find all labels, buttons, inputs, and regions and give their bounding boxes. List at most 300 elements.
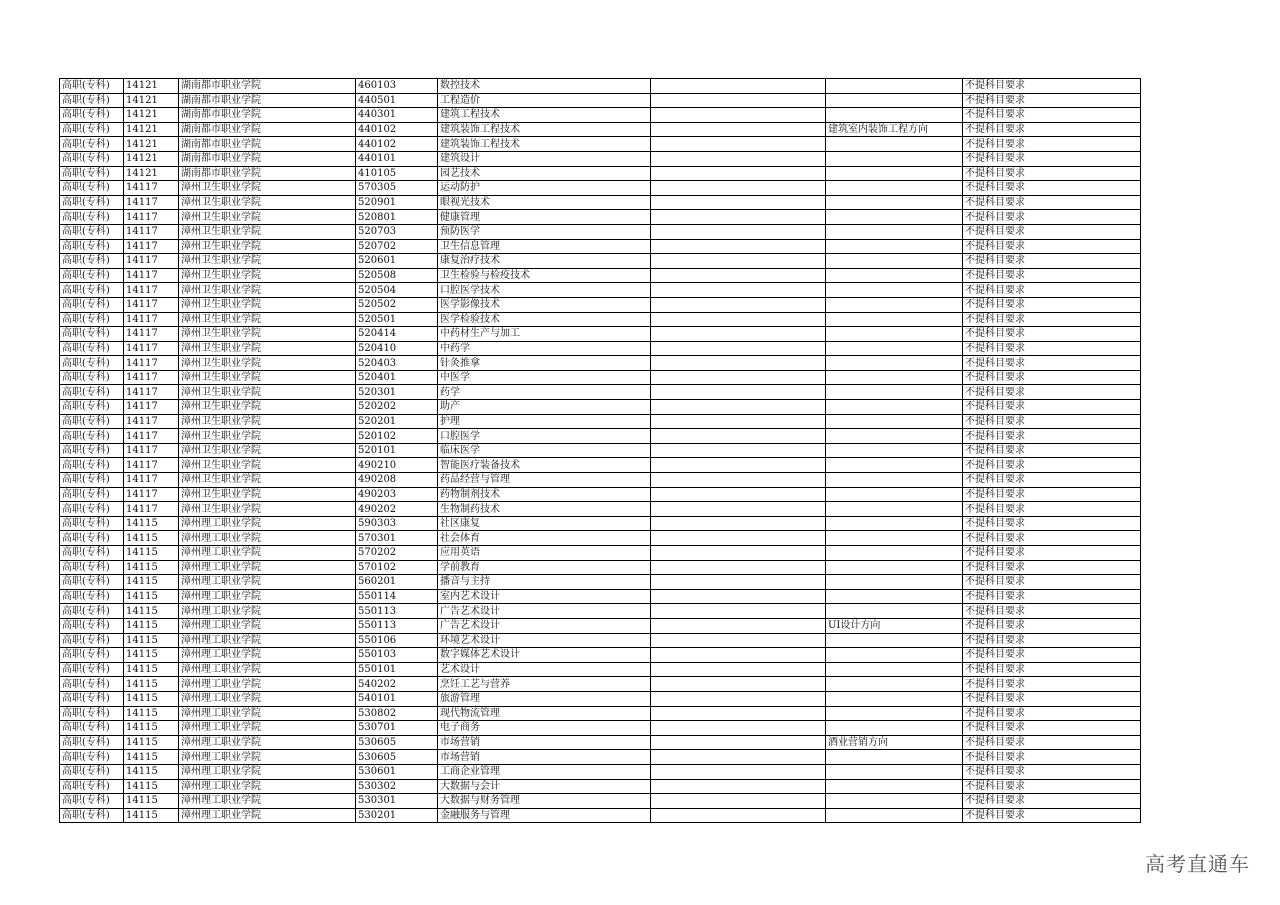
- cell-school-name: 漳州理工职业学院: [179, 794, 356, 809]
- table-row: [60, 560, 1141, 575]
- table-row: [60, 254, 1141, 269]
- cell-subject-requirement: 不提科目要求: [963, 502, 1141, 517]
- cell-subject-requirement: 不提科目要求: [963, 560, 1141, 575]
- cell-subject-requirement: 不提科目要求: [963, 808, 1141, 823]
- cell-school-name: 漳州理工职业学院: [179, 633, 356, 648]
- cell-major-code: 440301: [356, 108, 438, 123]
- cell-major-code: 550101: [356, 662, 438, 677]
- cell-major-name: 工商企业管理: [438, 764, 651, 779]
- table-row: [60, 429, 1141, 444]
- cell-major-name: 中医学: [438, 370, 651, 385]
- cell-school-name: 湖南都市职业学院: [179, 137, 356, 152]
- cell-direction: [826, 648, 963, 663]
- cell-major-code: 520901: [356, 195, 438, 210]
- cell-major-name: 应用英语: [438, 546, 651, 561]
- cell-level: 高职(专科): [60, 122, 124, 137]
- cell-major-code: 460103: [356, 79, 438, 94]
- cell-direction: [826, 589, 963, 604]
- cell-note: [651, 604, 826, 619]
- cell-note: [651, 151, 826, 166]
- cell-school-name: 漳州卫生职业学院: [179, 385, 356, 400]
- cell-subject-requirement: 不提科目要求: [963, 794, 1141, 809]
- cell-level: 高职(专科): [60, 458, 124, 473]
- table-row: [60, 166, 1141, 181]
- cell-major-code: 550103: [356, 648, 438, 663]
- cell-direction: [826, 137, 963, 152]
- cell-direction: [826, 706, 963, 721]
- table-row: [60, 341, 1141, 356]
- cell-note: [651, 181, 826, 196]
- cell-school-code: 14117: [124, 181, 179, 196]
- table-row: [60, 108, 1141, 123]
- cell-major-code: 560201: [356, 575, 438, 590]
- cell-direction: [826, 166, 963, 181]
- cell-level: 高职(专科): [60, 181, 124, 196]
- cell-subject-requirement: 不提科目要求: [963, 210, 1141, 225]
- cell-school-name: 漳州卫生职业学院: [179, 443, 356, 458]
- cell-direction: [826, 210, 963, 225]
- cell-major-code: 530301: [356, 794, 438, 809]
- cell-note: [651, 108, 826, 123]
- cell-direction: UI设计方向: [826, 618, 963, 633]
- cell-subject-requirement: 不提科目要求: [963, 677, 1141, 692]
- cell-major-code: 530605: [356, 735, 438, 750]
- cell-school-code: 14115: [124, 560, 179, 575]
- cell-direction: [826, 268, 963, 283]
- cell-level: 高职(专科): [60, 706, 124, 721]
- cell-note: [651, 735, 826, 750]
- cell-major-code: 440101: [356, 151, 438, 166]
- cell-note: [651, 560, 826, 575]
- cell-level: 高职(专科): [60, 487, 124, 502]
- cell-subject-requirement: 不提科目要求: [963, 546, 1141, 561]
- cell-direction: [826, 429, 963, 444]
- cell-major-name: 电子商务: [438, 721, 651, 736]
- cell-major-name: 智能医疗装备技术: [438, 458, 651, 473]
- cell-level: 高职(专科): [60, 312, 124, 327]
- cell-major-name: 卫生检验与检疫技术: [438, 268, 651, 283]
- cell-note: [651, 93, 826, 108]
- cell-level: 高职(专科): [60, 400, 124, 415]
- cell-note: [651, 122, 826, 137]
- cell-school-code: 14115: [124, 516, 179, 531]
- cell-school-name: 漳州理工职业学院: [179, 618, 356, 633]
- cell-school-code: 14115: [124, 735, 179, 750]
- cell-note: [651, 721, 826, 736]
- cell-major-code: 520101: [356, 443, 438, 458]
- cell-school-code: 14115: [124, 618, 179, 633]
- cell-major-name: 数字媒体艺术设计: [438, 648, 651, 663]
- cell-major-name: 建筑装饰工程技术: [438, 122, 651, 137]
- cell-level: 高职(专科): [60, 618, 124, 633]
- cell-school-name: 漳州理工职业学院: [179, 546, 356, 561]
- cell-school-name: 漳州理工职业学院: [179, 604, 356, 619]
- cell-note: [651, 808, 826, 823]
- cell-direction: [826, 385, 963, 400]
- cell-direction: [826, 283, 963, 298]
- cell-direction: [826, 108, 963, 123]
- cell-direction: [826, 458, 963, 473]
- table-row: [60, 151, 1141, 166]
- cell-direction: [826, 487, 963, 502]
- cell-level: 高职(专科): [60, 750, 124, 765]
- cell-school-code: 14115: [124, 779, 179, 794]
- cell-level: 高职(专科): [60, 166, 124, 181]
- cell-level: 高职(专科): [60, 575, 124, 590]
- cell-major-code: 520102: [356, 429, 438, 444]
- cell-direction: [826, 531, 963, 546]
- cell-note: [651, 618, 826, 633]
- cell-school-code: 14117: [124, 429, 179, 444]
- cell-level: 高职(专科): [60, 385, 124, 400]
- cell-major-name: 康复治疗技术: [438, 254, 651, 269]
- cell-subject-requirement: 不提科目要求: [963, 312, 1141, 327]
- cell-note: [651, 706, 826, 721]
- cell-major-name: 现代物流管理: [438, 706, 651, 721]
- cell-major-name: 市场营销: [438, 750, 651, 765]
- cell-major-code: 530701: [356, 721, 438, 736]
- cell-major-code: 540101: [356, 691, 438, 706]
- cell-note: [651, 575, 826, 590]
- cell-note: [651, 224, 826, 239]
- cell-school-code: 14121: [124, 93, 179, 108]
- cell-school-name: 漳州理工职业学院: [179, 721, 356, 736]
- cell-direction: [826, 779, 963, 794]
- cell-level: 高职(专科): [60, 721, 124, 736]
- cell-major-name: 药品经营与管理: [438, 473, 651, 488]
- cell-major-code: 590303: [356, 516, 438, 531]
- cell-direction: [826, 662, 963, 677]
- cell-school-name: 漳州卫生职业学院: [179, 239, 356, 254]
- table-row: [60, 589, 1141, 604]
- cell-subject-requirement: 不提科目要求: [963, 239, 1141, 254]
- cell-major-code: 530605: [356, 750, 438, 765]
- cell-school-name: 漳州理工职业学院: [179, 662, 356, 677]
- cell-note: [651, 254, 826, 269]
- cell-major-name: 护理: [438, 414, 651, 429]
- cell-direction: [826, 254, 963, 269]
- cell-school-name: 湖南都市职业学院: [179, 108, 356, 123]
- cell-major-name: 建筑设计: [438, 151, 651, 166]
- cell-direction: [826, 808, 963, 823]
- cell-major-code: 490202: [356, 502, 438, 517]
- cell-major-code: 550113: [356, 618, 438, 633]
- table-row: [60, 648, 1141, 663]
- cell-school-name: 湖南都市职业学院: [179, 151, 356, 166]
- cell-major-code: 520601: [356, 254, 438, 269]
- table-row: [60, 137, 1141, 152]
- table-row: [60, 79, 1141, 94]
- cell-note: [651, 414, 826, 429]
- cell-school-code: 14115: [124, 677, 179, 692]
- cell-major-name: 社会体育: [438, 531, 651, 546]
- table-row: [60, 297, 1141, 312]
- cell-school-name: 漳州卫生职业学院: [179, 400, 356, 415]
- cell-major-code: 410105: [356, 166, 438, 181]
- cell-major-name: 社区康复: [438, 516, 651, 531]
- cell-school-code: 14115: [124, 764, 179, 779]
- cell-subject-requirement: 不提科目要求: [963, 79, 1141, 94]
- table-row: [60, 400, 1141, 415]
- cell-note: [651, 750, 826, 765]
- cell-major-name: 数控技术: [438, 79, 651, 94]
- cell-major-code: 570102: [356, 560, 438, 575]
- cell-note: [651, 268, 826, 283]
- cell-subject-requirement: 不提科目要求: [963, 779, 1141, 794]
- cell-major-code: 520410: [356, 341, 438, 356]
- cell-direction: [826, 297, 963, 312]
- cell-school-name: 漳州卫生职业学院: [179, 283, 356, 298]
- cell-direction: [826, 400, 963, 415]
- cell-direction: [826, 794, 963, 809]
- cell-subject-requirement: 不提科目要求: [963, 254, 1141, 269]
- cell-school-name: 漳州理工职业学院: [179, 531, 356, 546]
- cell-subject-requirement: 不提科目要求: [963, 662, 1141, 677]
- table-row: [60, 604, 1141, 619]
- cell-level: 高职(专科): [60, 239, 124, 254]
- cell-direction: [826, 546, 963, 561]
- table-row: [60, 93, 1141, 108]
- cell-level: 高职(专科): [60, 429, 124, 444]
- table-row: [60, 210, 1141, 225]
- cell-subject-requirement: 不提科目要求: [963, 356, 1141, 371]
- cell-school-name: 漳州卫生职业学院: [179, 502, 356, 517]
- cell-school-code: 14117: [124, 268, 179, 283]
- cell-subject-requirement: 不提科目要求: [963, 414, 1141, 429]
- cell-level: 高职(专科): [60, 93, 124, 108]
- cell-direction: [826, 560, 963, 575]
- cell-level: 高职(专科): [60, 604, 124, 619]
- cell-subject-requirement: 不提科目要求: [963, 224, 1141, 239]
- cell-note: [651, 195, 826, 210]
- cell-direction: [826, 341, 963, 356]
- cell-school-name: 漳州理工职业学院: [179, 779, 356, 794]
- cell-note: [651, 429, 826, 444]
- table-row: [60, 356, 1141, 371]
- cell-level: 高职(专科): [60, 633, 124, 648]
- cell-subject-requirement: 不提科目要求: [963, 633, 1141, 648]
- cell-major-code: 530201: [356, 808, 438, 823]
- cell-major-name: 环境艺术设计: [438, 633, 651, 648]
- cell-school-code: 14117: [124, 443, 179, 458]
- cell-major-code: 550114: [356, 589, 438, 604]
- cell-major-code: 530802: [356, 706, 438, 721]
- table-row: [60, 516, 1141, 531]
- cell-school-code: 14115: [124, 546, 179, 561]
- cell-school-code: 14115: [124, 633, 179, 648]
- table-row: [60, 662, 1141, 677]
- cell-major-code: 520508: [356, 268, 438, 283]
- cell-subject-requirement: 不提科目要求: [963, 327, 1141, 342]
- cell-school-code: 14115: [124, 531, 179, 546]
- cell-subject-requirement: 不提科目要求: [963, 93, 1141, 108]
- cell-subject-requirement: 不提科目要求: [963, 166, 1141, 181]
- cell-school-name: 漳州卫生职业学院: [179, 297, 356, 312]
- cell-major-code: 530601: [356, 764, 438, 779]
- cell-subject-requirement: 不提科目要求: [963, 283, 1141, 298]
- table-row: [60, 327, 1141, 342]
- cell-school-code: 14121: [124, 166, 179, 181]
- cell-major-name: 临床医学: [438, 443, 651, 458]
- admission-table: [59, 78, 1141, 823]
- table-row: [60, 414, 1141, 429]
- cell-school-name: 漳州理工职业学院: [179, 750, 356, 765]
- cell-school-name: 漳州卫生职业学院: [179, 224, 356, 239]
- cell-direction: [826, 764, 963, 779]
- cell-note: [651, 356, 826, 371]
- cell-direction: 酒业营销方向: [826, 735, 963, 750]
- cell-subject-requirement: 不提科目要求: [963, 750, 1141, 765]
- cell-subject-requirement: 不提科目要求: [963, 370, 1141, 385]
- cell-note: [651, 327, 826, 342]
- table-row: [60, 473, 1141, 488]
- table-row: [60, 181, 1141, 196]
- cell-major-name: 医学检验技术: [438, 312, 651, 327]
- cell-school-name: 漳州卫生职业学院: [179, 327, 356, 342]
- table-row: [60, 721, 1141, 736]
- cell-note: [651, 677, 826, 692]
- table-row: [60, 283, 1141, 298]
- cell-school-code: 14117: [124, 283, 179, 298]
- cell-school-code: 14117: [124, 414, 179, 429]
- cell-school-code: 14115: [124, 691, 179, 706]
- cell-level: 高职(专科): [60, 502, 124, 517]
- cell-level: 高职(专科): [60, 794, 124, 809]
- cell-note: [651, 502, 826, 517]
- cell-subject-requirement: 不提科目要求: [963, 473, 1141, 488]
- cell-major-name: 大数据与会计: [438, 779, 651, 794]
- cell-level: 高职(专科): [60, 764, 124, 779]
- cell-note: [651, 312, 826, 327]
- cell-school-code: 14117: [124, 487, 179, 502]
- cell-school-name: 漳州卫生职业学院: [179, 195, 356, 210]
- cell-school-code: 14117: [124, 356, 179, 371]
- cell-level: 高职(专科): [60, 662, 124, 677]
- cell-level: 高职(专科): [60, 808, 124, 823]
- cell-note: [651, 283, 826, 298]
- cell-subject-requirement: 不提科目要求: [963, 516, 1141, 531]
- cell-school-name: 漳州卫生职业学院: [179, 473, 356, 488]
- cell-major-code: 520502: [356, 297, 438, 312]
- cell-major-name: 市场营销: [438, 735, 651, 750]
- cell-major-code: 520301: [356, 385, 438, 400]
- cell-direction: [826, 195, 963, 210]
- cell-school-name: 漳州理工职业学院: [179, 560, 356, 575]
- cell-level: 高职(专科): [60, 691, 124, 706]
- table-row: [60, 195, 1141, 210]
- cell-direction: [826, 721, 963, 736]
- table-row: [60, 575, 1141, 590]
- cell-school-code: 14121: [124, 122, 179, 137]
- table-row: [60, 735, 1141, 750]
- cell-school-name: 漳州卫生职业学院: [179, 254, 356, 269]
- cell-direction: [826, 677, 963, 692]
- cell-major-name: 建筑装饰工程技术: [438, 137, 651, 152]
- cell-subject-requirement: 不提科目要求: [963, 137, 1141, 152]
- cell-major-name: 大数据与财务管理: [438, 794, 651, 809]
- cell-direction: [826, 750, 963, 765]
- cell-direction: [826, 443, 963, 458]
- cell-note: [651, 589, 826, 604]
- cell-level: 高职(专科): [60, 414, 124, 429]
- cell-subject-requirement: 不提科目要求: [963, 487, 1141, 502]
- cell-note: [651, 341, 826, 356]
- cell-level: 高职(专科): [60, 108, 124, 123]
- cell-school-code: 14121: [124, 151, 179, 166]
- cell-subject-requirement: 不提科目要求: [963, 297, 1141, 312]
- cell-subject-requirement: 不提科目要求: [963, 618, 1141, 633]
- cell-direction: [826, 356, 963, 371]
- cell-note: [651, 779, 826, 794]
- cell-subject-requirement: 不提科目要求: [963, 531, 1141, 546]
- cell-note: [651, 137, 826, 152]
- table-row: [60, 458, 1141, 473]
- cell-major-name: 运动防护: [438, 181, 651, 196]
- cell-school-name: 漳州卫生职业学院: [179, 414, 356, 429]
- table-row: [60, 122, 1141, 137]
- cell-note: [651, 210, 826, 225]
- table-row: [60, 224, 1141, 239]
- cell-note: [651, 400, 826, 415]
- table-row: [60, 443, 1141, 458]
- cell-major-code: 520202: [356, 400, 438, 415]
- cell-subject-requirement: 不提科目要求: [963, 268, 1141, 283]
- cell-major-name: 园艺技术: [438, 166, 651, 181]
- cell-school-code: 14115: [124, 589, 179, 604]
- cell-school-code: 14121: [124, 108, 179, 123]
- cell-level: 高职(专科): [60, 341, 124, 356]
- table-row: [60, 808, 1141, 823]
- cell-school-code: 14117: [124, 195, 179, 210]
- cell-direction: [826, 691, 963, 706]
- cell-school-code: 14117: [124, 224, 179, 239]
- cell-major-name: 口腔医学: [438, 429, 651, 444]
- cell-subject-requirement: 不提科目要求: [963, 458, 1141, 473]
- cell-direction: [826, 151, 963, 166]
- cell-level: 高职(专科): [60, 779, 124, 794]
- cell-major-code: 490208: [356, 473, 438, 488]
- cell-subject-requirement: 不提科目要求: [963, 108, 1141, 123]
- cell-subject-requirement: 不提科目要求: [963, 181, 1141, 196]
- cell-level: 高职(专科): [60, 589, 124, 604]
- cell-major-code: 520702: [356, 239, 438, 254]
- cell-school-name: 漳州理工职业学院: [179, 735, 356, 750]
- cell-school-code: 14117: [124, 327, 179, 342]
- cell-subject-requirement: 不提科目要求: [963, 429, 1141, 444]
- cell-level: 高职(专科): [60, 327, 124, 342]
- cell-level: 高职(专科): [60, 268, 124, 283]
- cell-note: [651, 239, 826, 254]
- cell-subject-requirement: 不提科目要求: [963, 764, 1141, 779]
- cell-major-name: 广告艺术设计: [438, 604, 651, 619]
- table-row: [60, 502, 1141, 517]
- cell-school-name: 漳州理工职业学院: [179, 706, 356, 721]
- cell-major-name: 工程造价: [438, 93, 651, 108]
- cell-level: 高职(专科): [60, 297, 124, 312]
- cell-major-name: 卫生信息管理: [438, 239, 651, 254]
- cell-direction: [826, 224, 963, 239]
- cell-major-name: 医学影像技术: [438, 297, 651, 312]
- cell-major-name: 旅游管理: [438, 691, 651, 706]
- cell-direction: [826, 633, 963, 648]
- cell-major-name: 烹饪工艺与营养: [438, 677, 651, 692]
- cell-school-name: 漳州理工职业学院: [179, 648, 356, 663]
- cell-school-name: 漳州卫生职业学院: [179, 312, 356, 327]
- watermark: 高考直通车: [1145, 852, 1250, 876]
- table-row: [60, 691, 1141, 706]
- cell-school-name: 漳州卫生职业学院: [179, 429, 356, 444]
- table-row: [60, 546, 1141, 561]
